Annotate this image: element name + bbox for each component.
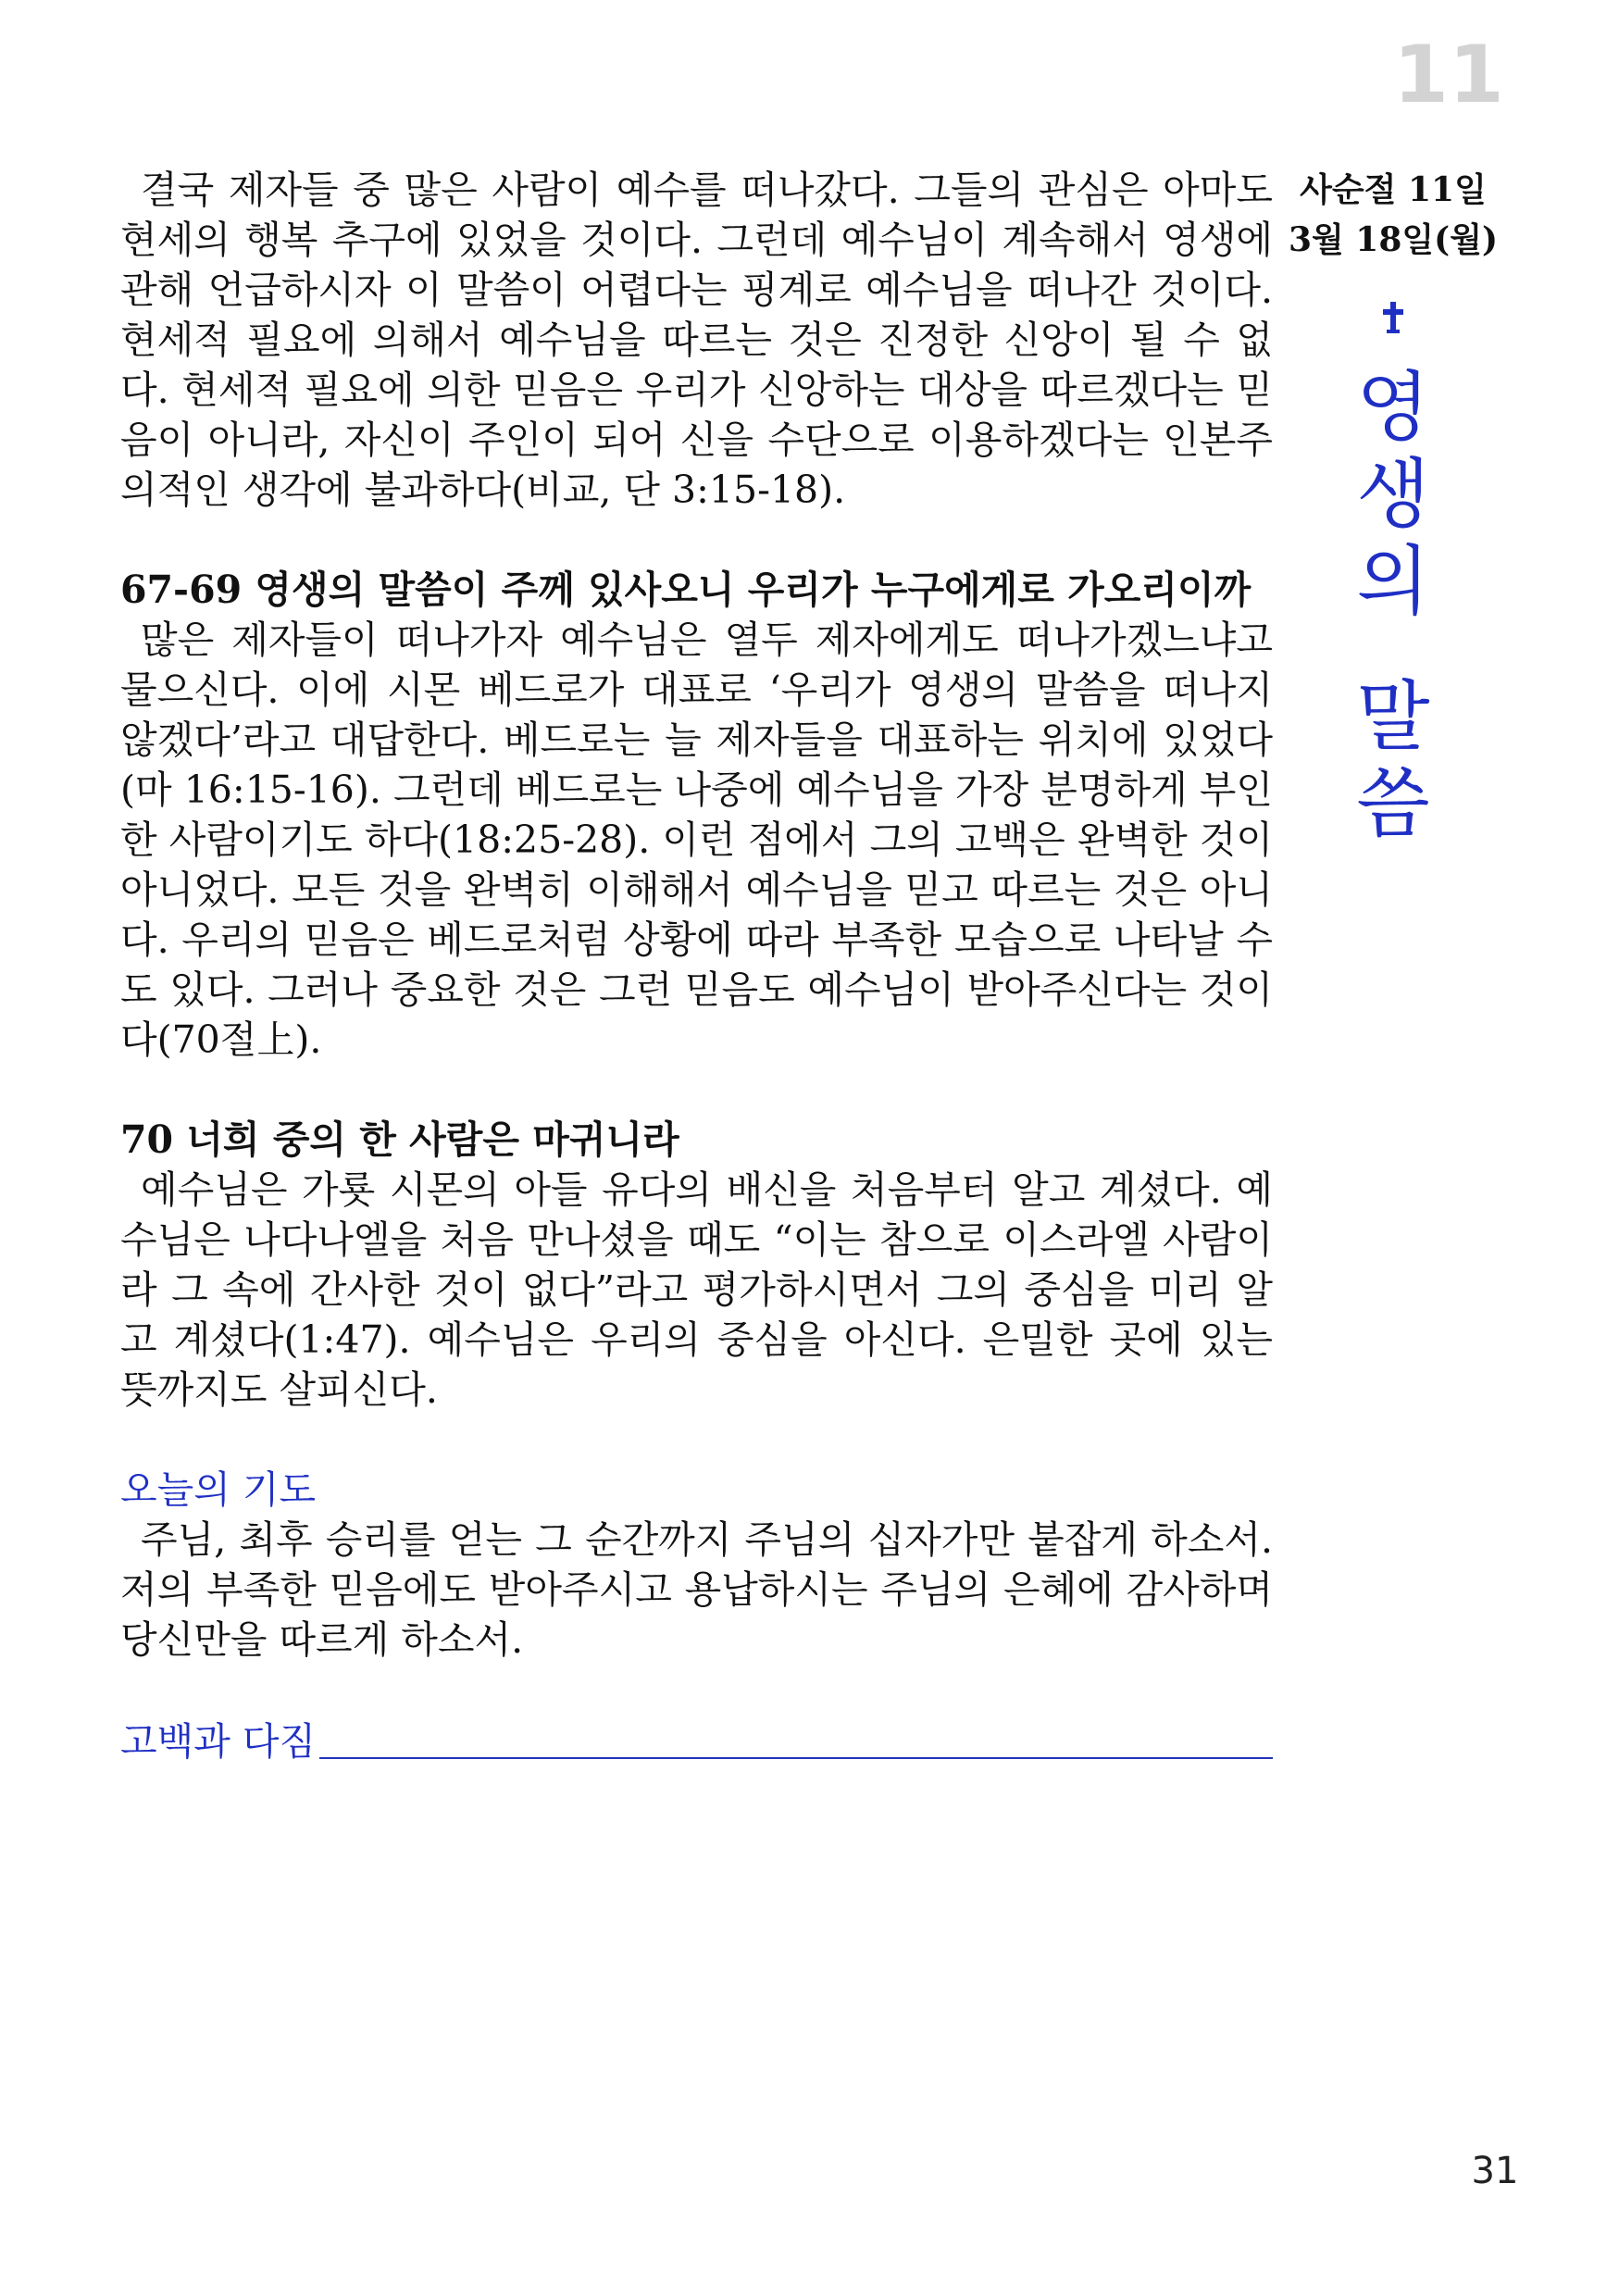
title-char: 말 — [1356, 673, 1430, 761]
section-heading-70: 70 너희 중의 한 사람은 마귀니라 — [120, 1117, 679, 1162]
calendar-date: 3월 18일(월) — [1288, 220, 1499, 259]
intro-paragraph: 결국 제자들 중 많은 사람이 예수를 떠나갔다. 그들의 관심은 아마도 현세의 행복 추구에 있었을 것이다. 그런데 예수님이 계속해서 영생에 관해 언급하시자 이 말씀이 어렵다는 핑계로 예수님을 떠나간 것이다. 현세적 필요에 의해서 예수님을 따르는 것은 진정한 신앙이 될 수 없다. 현세적 필요에 의한 믿음은 우리가 신앙하는 대상을 따르겠다는 믿음이 아니라, 자신이 주인이 되어 신을 수단으로 이용하겠다는 인본주의적인 생각에 불과하다(비교, 단 3:15-18). — [120, 168, 1273, 512]
section-heading-67-69: 67-69 영생의 말씀이 주께 있사오니 우리가 누구에게로 가오리이까 — [120, 568, 1252, 612]
title-char: 생 — [1356, 451, 1430, 539]
confession-write-line[interactable] — [319, 1715, 1273, 1759]
season-day: 사순절 11일 — [1300, 170, 1487, 209]
section-spacer — [120, 515, 1273, 565]
confession-label: 고백과 다짐 — [120, 1719, 317, 1764]
title-spacer — [1282, 626, 1504, 674]
confession-field[interactable] — [120, 1715, 1273, 1766]
section-spacer — [120, 1065, 1273, 1115]
prayer-paragraph: 주님, 최후 승리를 얻는 그 순간까지 주님의 십자가만 붙잡게 하소서. 저의 부족한 믿음에도 받아주시고 용납하시는 주님의 은혜에 감사하며 당신만을 따르게 하소서. — [120, 1517, 1273, 1662]
section-paragraph-70: 예수님은 가룟 시몬의 아들 유다의 배신을 처음부터 알고 계셨다. 예수님은 나다나엘을 처음 만나셨을 때도 “이는 참으로 이스라엘 사람이라 그 속에 간사한 것이 없다”라고 평가하시면서 그의 중심을 미리 알고 계셨다(1:47). 예수님은 우리의 중심을 아신다. 은밀한 곳에 있는 뜻까지도 살피신다. — [120, 1167, 1273, 1412]
title-char: 씀 — [1356, 760, 1430, 848]
main-text-column — [120, 165, 1273, 1766]
vertical-title — [1282, 365, 1504, 848]
title-char: 영 — [1356, 364, 1430, 452]
prayer-heading: 오늘의 기도 — [120, 1467, 317, 1512]
page-number: 31 — [1471, 2150, 1519, 2192]
sidebar — [1282, 165, 1504, 848]
title-char: 의 — [1356, 538, 1430, 626]
section-spacer — [120, 1665, 1273, 1715]
section-spacer — [120, 1415, 1273, 1465]
cross-icon — [1383, 302, 1403, 333]
section-paragraph-67-69: 많은 제자들이 떠나가자 예수님은 열두 제자에게도 떠나가겠느냐고 물으신다. 이에 시몬 베드로가 대표로 ‘우리가 영생의 말씀을 떠나지 않겠다’라고 대답한다. 베드로는 늘 제자들을 대표하는 위치에 있었다(마 16:15-16). 그런데 베드로는 나중에 예수님을 가장 분명하게 부인한 사람이기도 하다(18:25-28). 이런 점에서 그의 고백은 완벽한 것이 아니었다. 모든 것을 완벽히 이해해서 예수님을 믿고 따르는 것은 아니다. 우리의 믿음은 베드로처럼 상황에 따라 부족한 모습으로 나타날 수도 있다. 그러나 중요한 것은 그런 믿음도 예수님이 받아주신다는 것이다(70절上). — [120, 618, 1273, 1062]
day-number: 11 — [1393, 29, 1504, 121]
